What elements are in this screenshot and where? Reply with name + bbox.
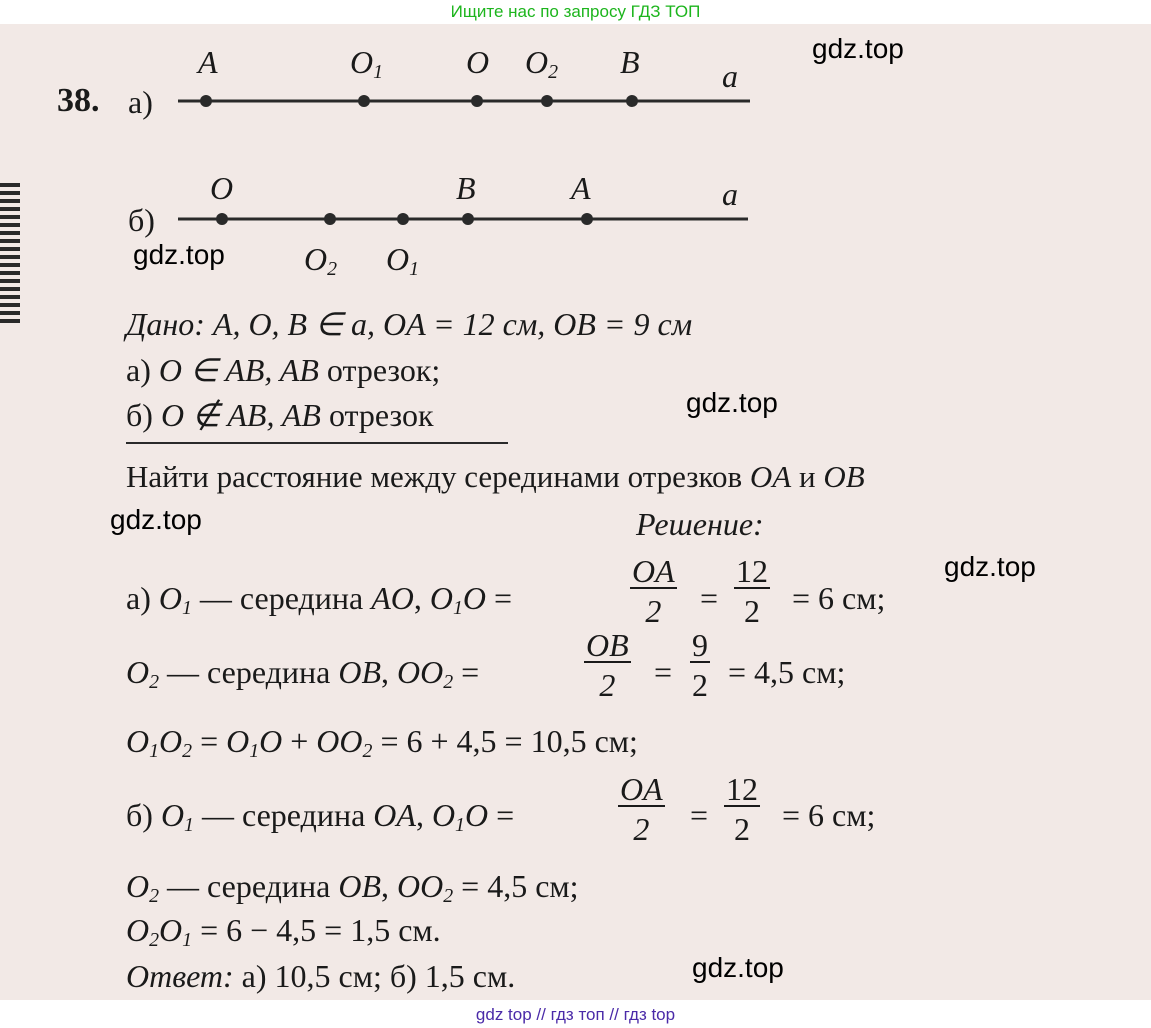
solution-a-line2-left: $O_2$ — середина OB, $OO_2$ = bbox=[126, 654, 480, 693]
watermark: gdz.top bbox=[686, 387, 778, 418]
label-O: O bbox=[210, 170, 234, 206]
label-O2: $O_2$ bbox=[304, 241, 338, 280]
equals: = bbox=[654, 654, 673, 690]
watermark: gdz.top bbox=[812, 33, 904, 64]
label-B: B bbox=[620, 44, 640, 80]
label-line-a: a bbox=[722, 58, 738, 94]
point-B bbox=[462, 213, 474, 225]
fraction: $\frac{OB}{2}$ bbox=[586, 627, 629, 703]
label-A: A bbox=[571, 170, 591, 206]
watermark: gdz.top bbox=[692, 952, 784, 983]
fraction: $\frac{12}{2}$ bbox=[736, 553, 768, 629]
label-A: A bbox=[198, 44, 218, 80]
solution-b-line3: $O_2O_1 = 6 - 4,5 = 1,5$ см. bbox=[126, 912, 441, 951]
point-O1 bbox=[397, 213, 409, 225]
given-line: Дано: A, O, B ∈ a, OA = 12 см, OB = 9 см bbox=[126, 306, 693, 342]
point-A bbox=[581, 213, 593, 225]
watermark: gdz.top bbox=[133, 239, 225, 270]
point-A bbox=[200, 95, 212, 107]
equals: = bbox=[690, 797, 709, 833]
fraction: $\frac{12}{2}$ bbox=[726, 771, 758, 847]
point-O1 bbox=[358, 95, 370, 107]
label-line-a: a bbox=[722, 176, 738, 212]
problem-number: 38. bbox=[57, 82, 100, 119]
label-O1: $O_1$ bbox=[386, 241, 420, 280]
solution-b-line1-result: = 6 см; bbox=[782, 797, 876, 833]
solution-b-line2: $O_2$ — середина OB, $OO_2 = 4,5$ см; bbox=[126, 868, 579, 907]
point-B bbox=[626, 95, 638, 107]
point-O2 bbox=[324, 213, 336, 225]
given-case-b: б) O ∉ AB, AB отрезок bbox=[126, 397, 434, 433]
solution-a-line3: $O_1O_2 = O_1O + OO_2 = 6 + 4,5 = 10,5$ см; bbox=[126, 723, 638, 762]
answer-line: Ответ: а) 10,5 см; б) 1,5 см. bbox=[126, 958, 516, 994]
task-line: Найти расстояние между серединами отрезков OA и OB bbox=[126, 459, 865, 494]
label-O2: $O_2$ bbox=[525, 44, 559, 83]
watermark: gdz.top bbox=[110, 504, 202, 535]
given-case-a: а) O ∈ AB, AB отрезок; bbox=[126, 352, 441, 388]
label-B: B bbox=[456, 170, 476, 206]
solution-a-line2-result: = 4,5 см; bbox=[728, 654, 846, 690]
solution-a-line1-left: а) $O_1$ — середина AO, $O_1O$ = bbox=[126, 580, 513, 619]
fraction: $\frac{9}{2}$ bbox=[692, 627, 708, 703]
bottom-banner[interactable]: gdz top // гдз топ // гдз top bbox=[475, 1005, 676, 1024]
label-O: O bbox=[466, 44, 490, 80]
solution-a-line1-result: = 6 см; bbox=[792, 580, 886, 616]
fraction: $\frac{OA}{2}$ bbox=[620, 771, 663, 847]
point-O bbox=[471, 95, 483, 107]
solution-heading: Решение: bbox=[636, 506, 764, 542]
equals: = bbox=[700, 580, 719, 616]
fig-a-label: а) bbox=[128, 84, 153, 120]
solution-b-line1-left: б) $O_1$ — середина OA, $O_1O$ = bbox=[126, 797, 515, 836]
point-O bbox=[216, 213, 228, 225]
point-O2 bbox=[541, 95, 553, 107]
fraction: $\frac{OA}{2}$ bbox=[632, 553, 675, 629]
top-banner[interactable]: Ищите нас по запросу ГДЗ ТОП bbox=[450, 2, 701, 21]
watermark: gdz.top bbox=[944, 551, 1036, 582]
fig-b-label: б) bbox=[128, 202, 155, 238]
label-O1: $O_1$ bbox=[350, 44, 384, 83]
